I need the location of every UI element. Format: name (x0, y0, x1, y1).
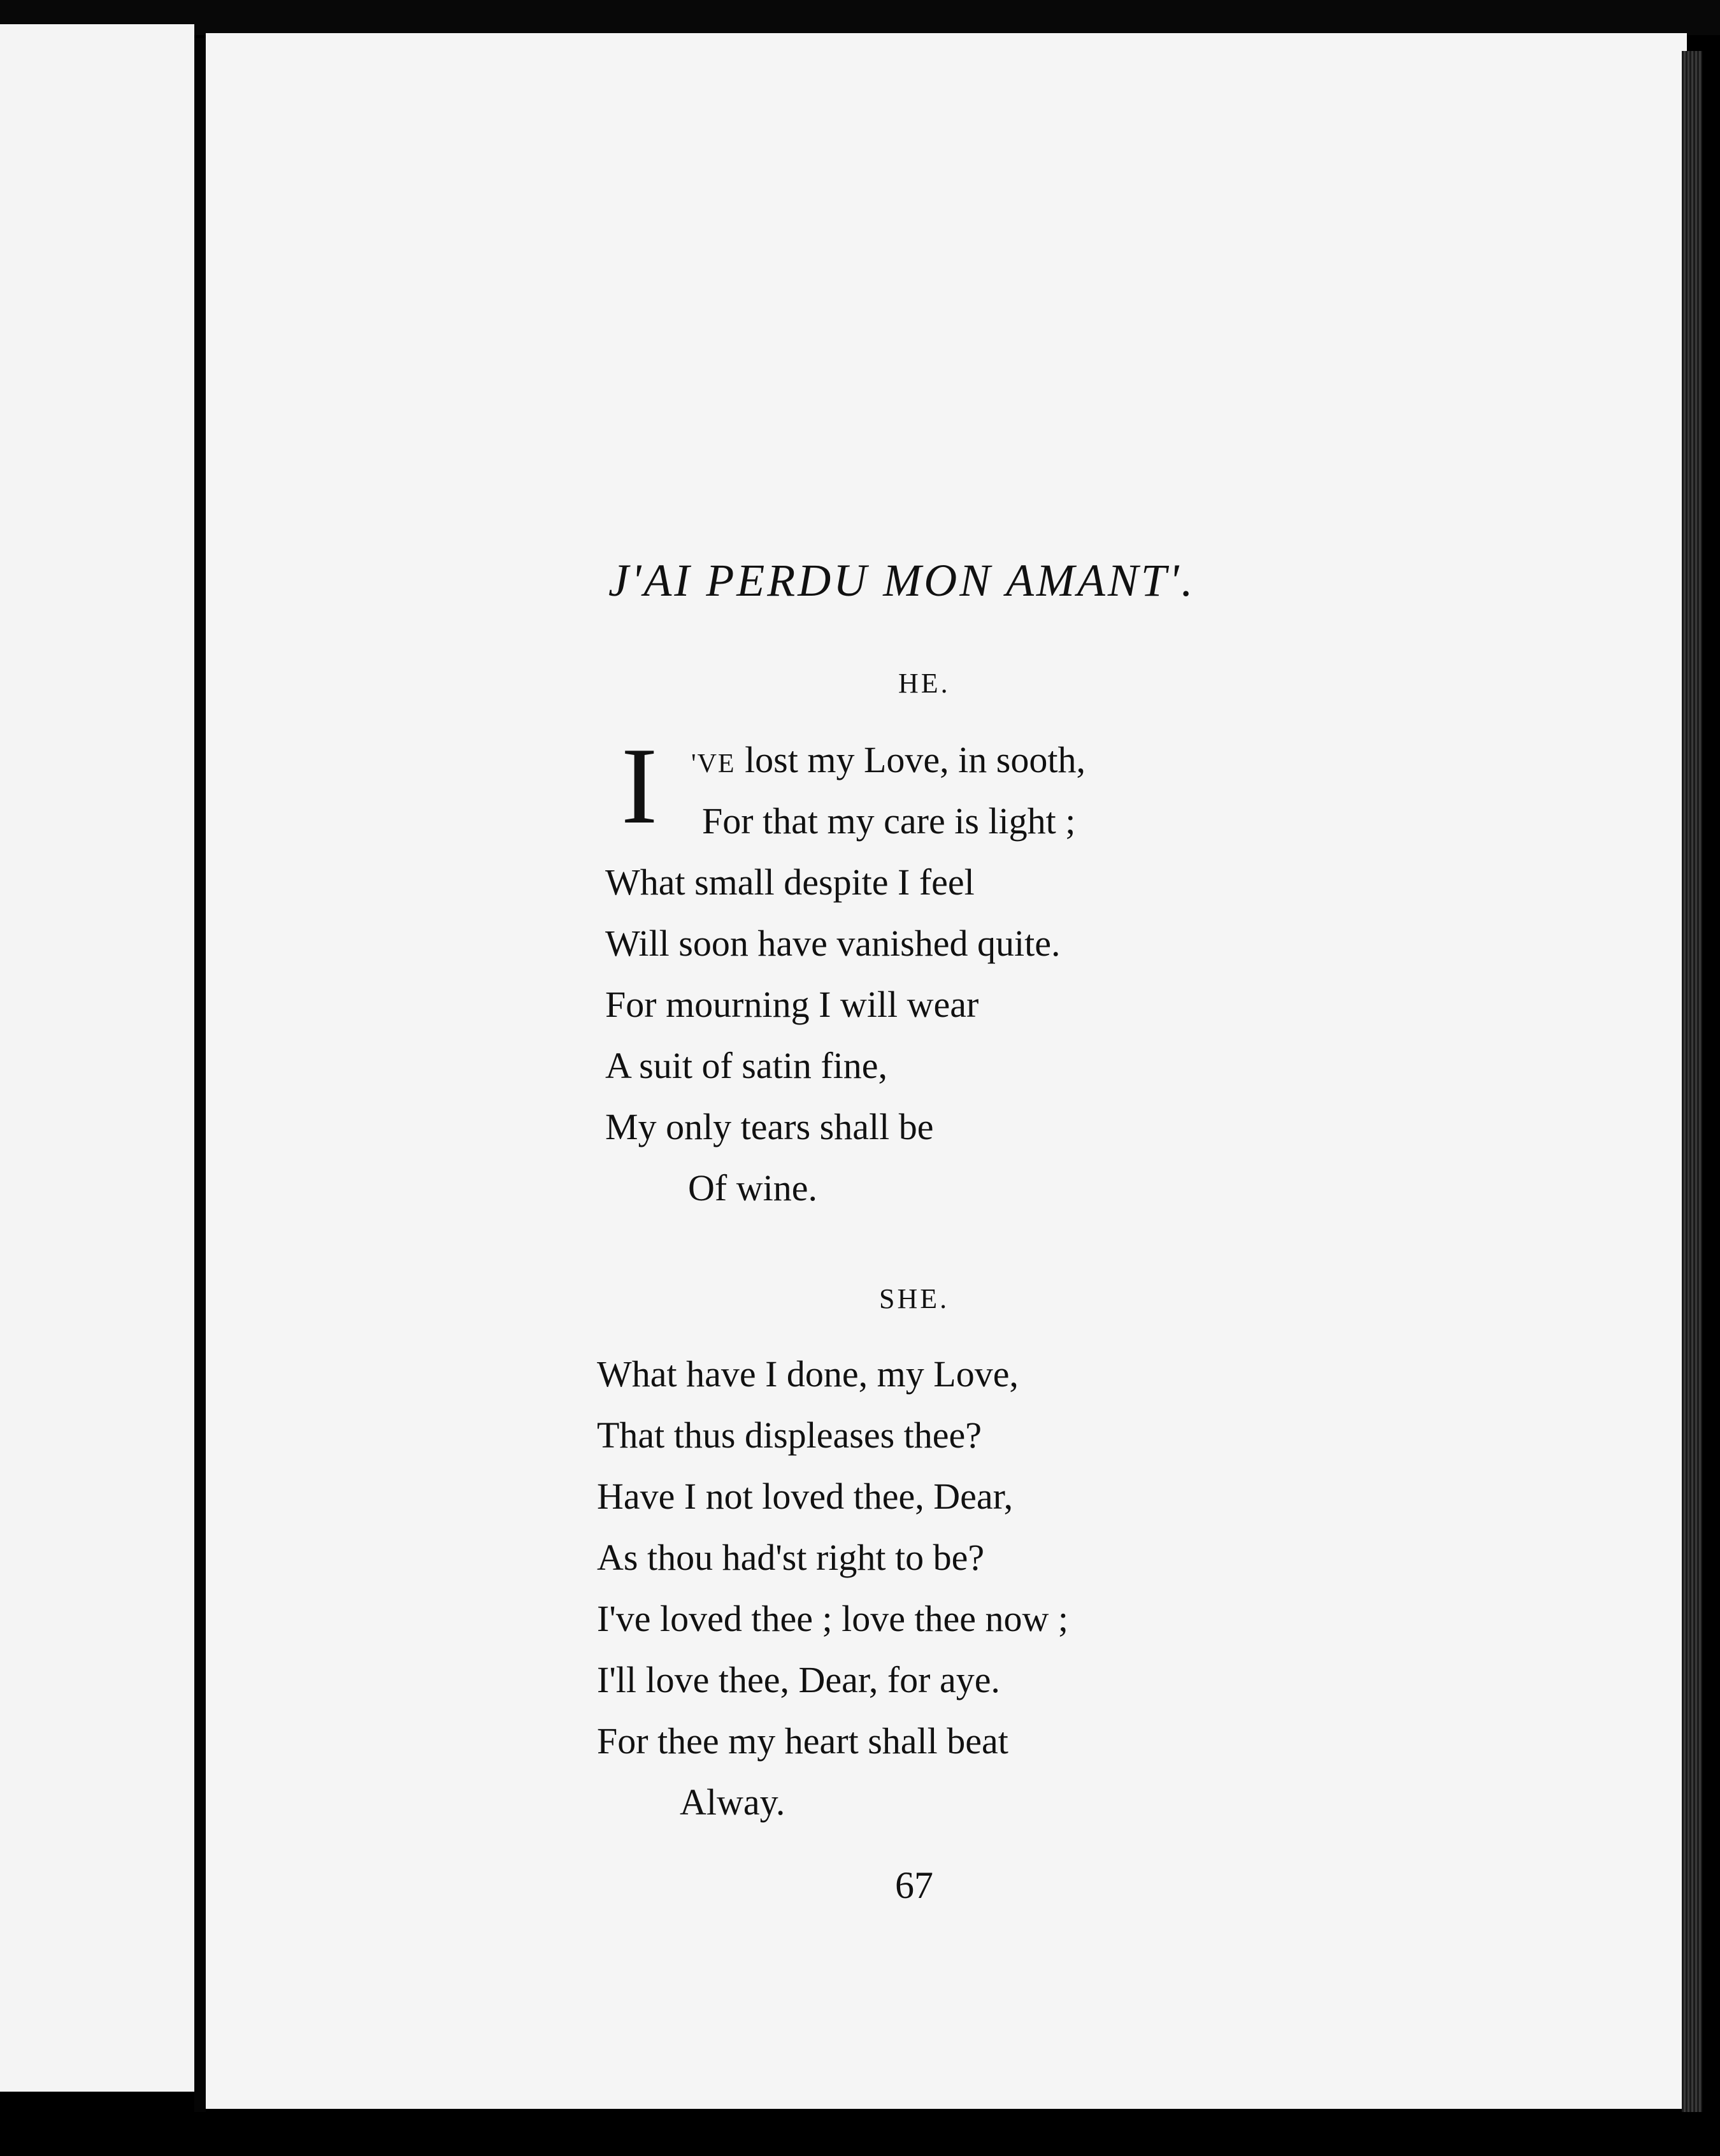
stanza-line: Alway. (680, 1781, 785, 1823)
stanza-line: Will soon have vanished quite. (605, 923, 1061, 964)
he-second-line: For that my care is light ; (702, 800, 1076, 842)
left-page-edge (0, 24, 194, 2092)
he-stanza (605, 726, 1061, 1219)
stanza-line: For mourning I will wear (605, 984, 979, 1025)
page-block-edge (1682, 51, 1702, 2115)
stanza-line: Of wine. (688, 1167, 817, 1209)
stanza-line: My only tears shall be (605, 1106, 934, 1147)
speaker-he-heading: HE. (898, 668, 950, 699)
stanza-line: I'll love thee, Dear, for aye. (597, 1659, 1000, 1700)
stanza-line: That thus displeases thee? (597, 1414, 982, 1456)
first-line-small-caps: 'VE (691, 749, 736, 779)
scan-top-border (0, 0, 1720, 35)
poem-title: J'AI PERDU MON AMANT'. (608, 555, 1196, 606)
scan-bottom-border (0, 2112, 1720, 2156)
she-stanza (597, 1344, 1068, 1833)
stanza-line: I've loved thee ; love thee now ; (597, 1598, 1069, 1639)
stanza-line: For thee my heart shall beat (597, 1720, 1008, 1762)
page-number: 67 (895, 1864, 933, 1906)
speaker-she-heading: SHE. (879, 1283, 950, 1314)
stanza-line: A suit of satin fine, (605, 1045, 888, 1086)
stanza-line: As thou had'st right to be? (597, 1537, 985, 1578)
stanza-line: Have I not loved thee, Dear, (597, 1476, 1014, 1517)
first-line-text: lost my Love, in sooth, (735, 739, 1086, 780)
drop-cap: I (621, 726, 658, 847)
stanza-line: What have I done, my Love, (597, 1353, 1019, 1395)
stanza-line: What small despite I feel (605, 861, 975, 903)
book-gutter (194, 38, 206, 2122)
